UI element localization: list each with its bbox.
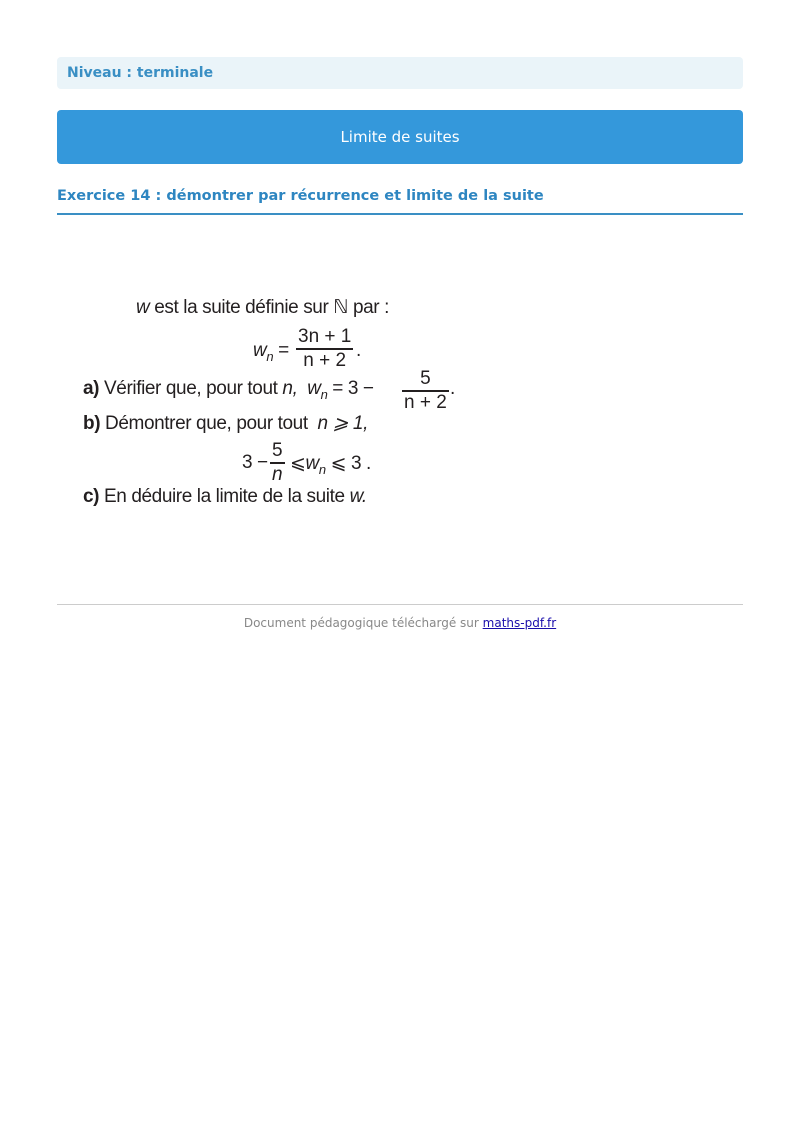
part-a-label: a): [83, 378, 100, 399]
part-a-numerator: 5: [420, 368, 431, 389]
footer-link[interactable]: maths-pdf.fr: [482, 616, 557, 630]
part-c-variable: w.: [349, 486, 367, 507]
part-a-end: .: [450, 378, 455, 399]
definition-numerator: 3n + 1: [298, 326, 352, 347]
definition-fraction: [296, 326, 353, 372]
part-c-text: En déduire la limite de la suite: [104, 486, 345, 507]
page-title: Limite de suites: [340, 128, 460, 146]
definition-denominator: n + 2: [303, 349, 347, 371]
part-b-line: [83, 412, 368, 435]
part-b-ineq-end: ⩽ 3 .: [330, 453, 371, 474]
part-a-expr-base: w: [307, 378, 321, 399]
exercise-heading: [57, 185, 743, 215]
part-a-text: Vérifier que, pour tout: [104, 378, 278, 399]
part-b-condition: n ⩾ 1,: [317, 413, 368, 434]
footer: [57, 616, 743, 630]
part-b-fraction: [270, 440, 285, 486]
part-a-variable: n,: [282, 378, 298, 399]
definition-lhs: [253, 340, 289, 362]
part-b-label: b): [83, 413, 101, 434]
intro-text: est la suite définie sur ℕ par :: [154, 297, 389, 318]
part-a-denominator: n + 2: [404, 391, 447, 413]
exercise-heading-text: Exercice 14 : démontrer par récurrence et limite de la suite: [57, 188, 544, 204]
part-a-expr-sub: n: [320, 387, 328, 402]
part-a-line: [83, 378, 374, 400]
intro-line: [136, 296, 389, 319]
exercise-statement: [80, 290, 480, 515]
intro-variable: w: [136, 297, 150, 318]
title-bar: [57, 110, 743, 164]
definition-end: .: [356, 340, 361, 361]
part-a-expr-mid: = 3 −: [332, 378, 374, 399]
part-b-ineq-mid: ⩽: [290, 453, 306, 474]
level-label: Niveau : terminale: [67, 65, 214, 81]
footer-text: Document pédagogique téléchargé sur: [243, 616, 479, 630]
footer-divider: [57, 604, 743, 605]
part-b-ineq-sub: n: [318, 462, 326, 477]
part-b-text: Démontrer que, pour tout: [105, 413, 308, 434]
part-b-denominator: n: [272, 463, 283, 485]
part-a-fraction: [402, 368, 449, 414]
part-b-numerator: 5: [272, 440, 283, 461]
level-box: [57, 57, 743, 89]
definition-equals: =: [278, 340, 289, 361]
definition-lhs-sub: n: [266, 349, 274, 364]
part-c-line: [83, 486, 367, 508]
part-b-ineq-base: w: [305, 453, 319, 474]
part-b-ineq-left: 3 −: [242, 452, 268, 473]
definition-lhs-base: w: [253, 340, 267, 361]
part-c-label: c): [83, 486, 100, 507]
part-b-ineq-right: [290, 452, 371, 475]
